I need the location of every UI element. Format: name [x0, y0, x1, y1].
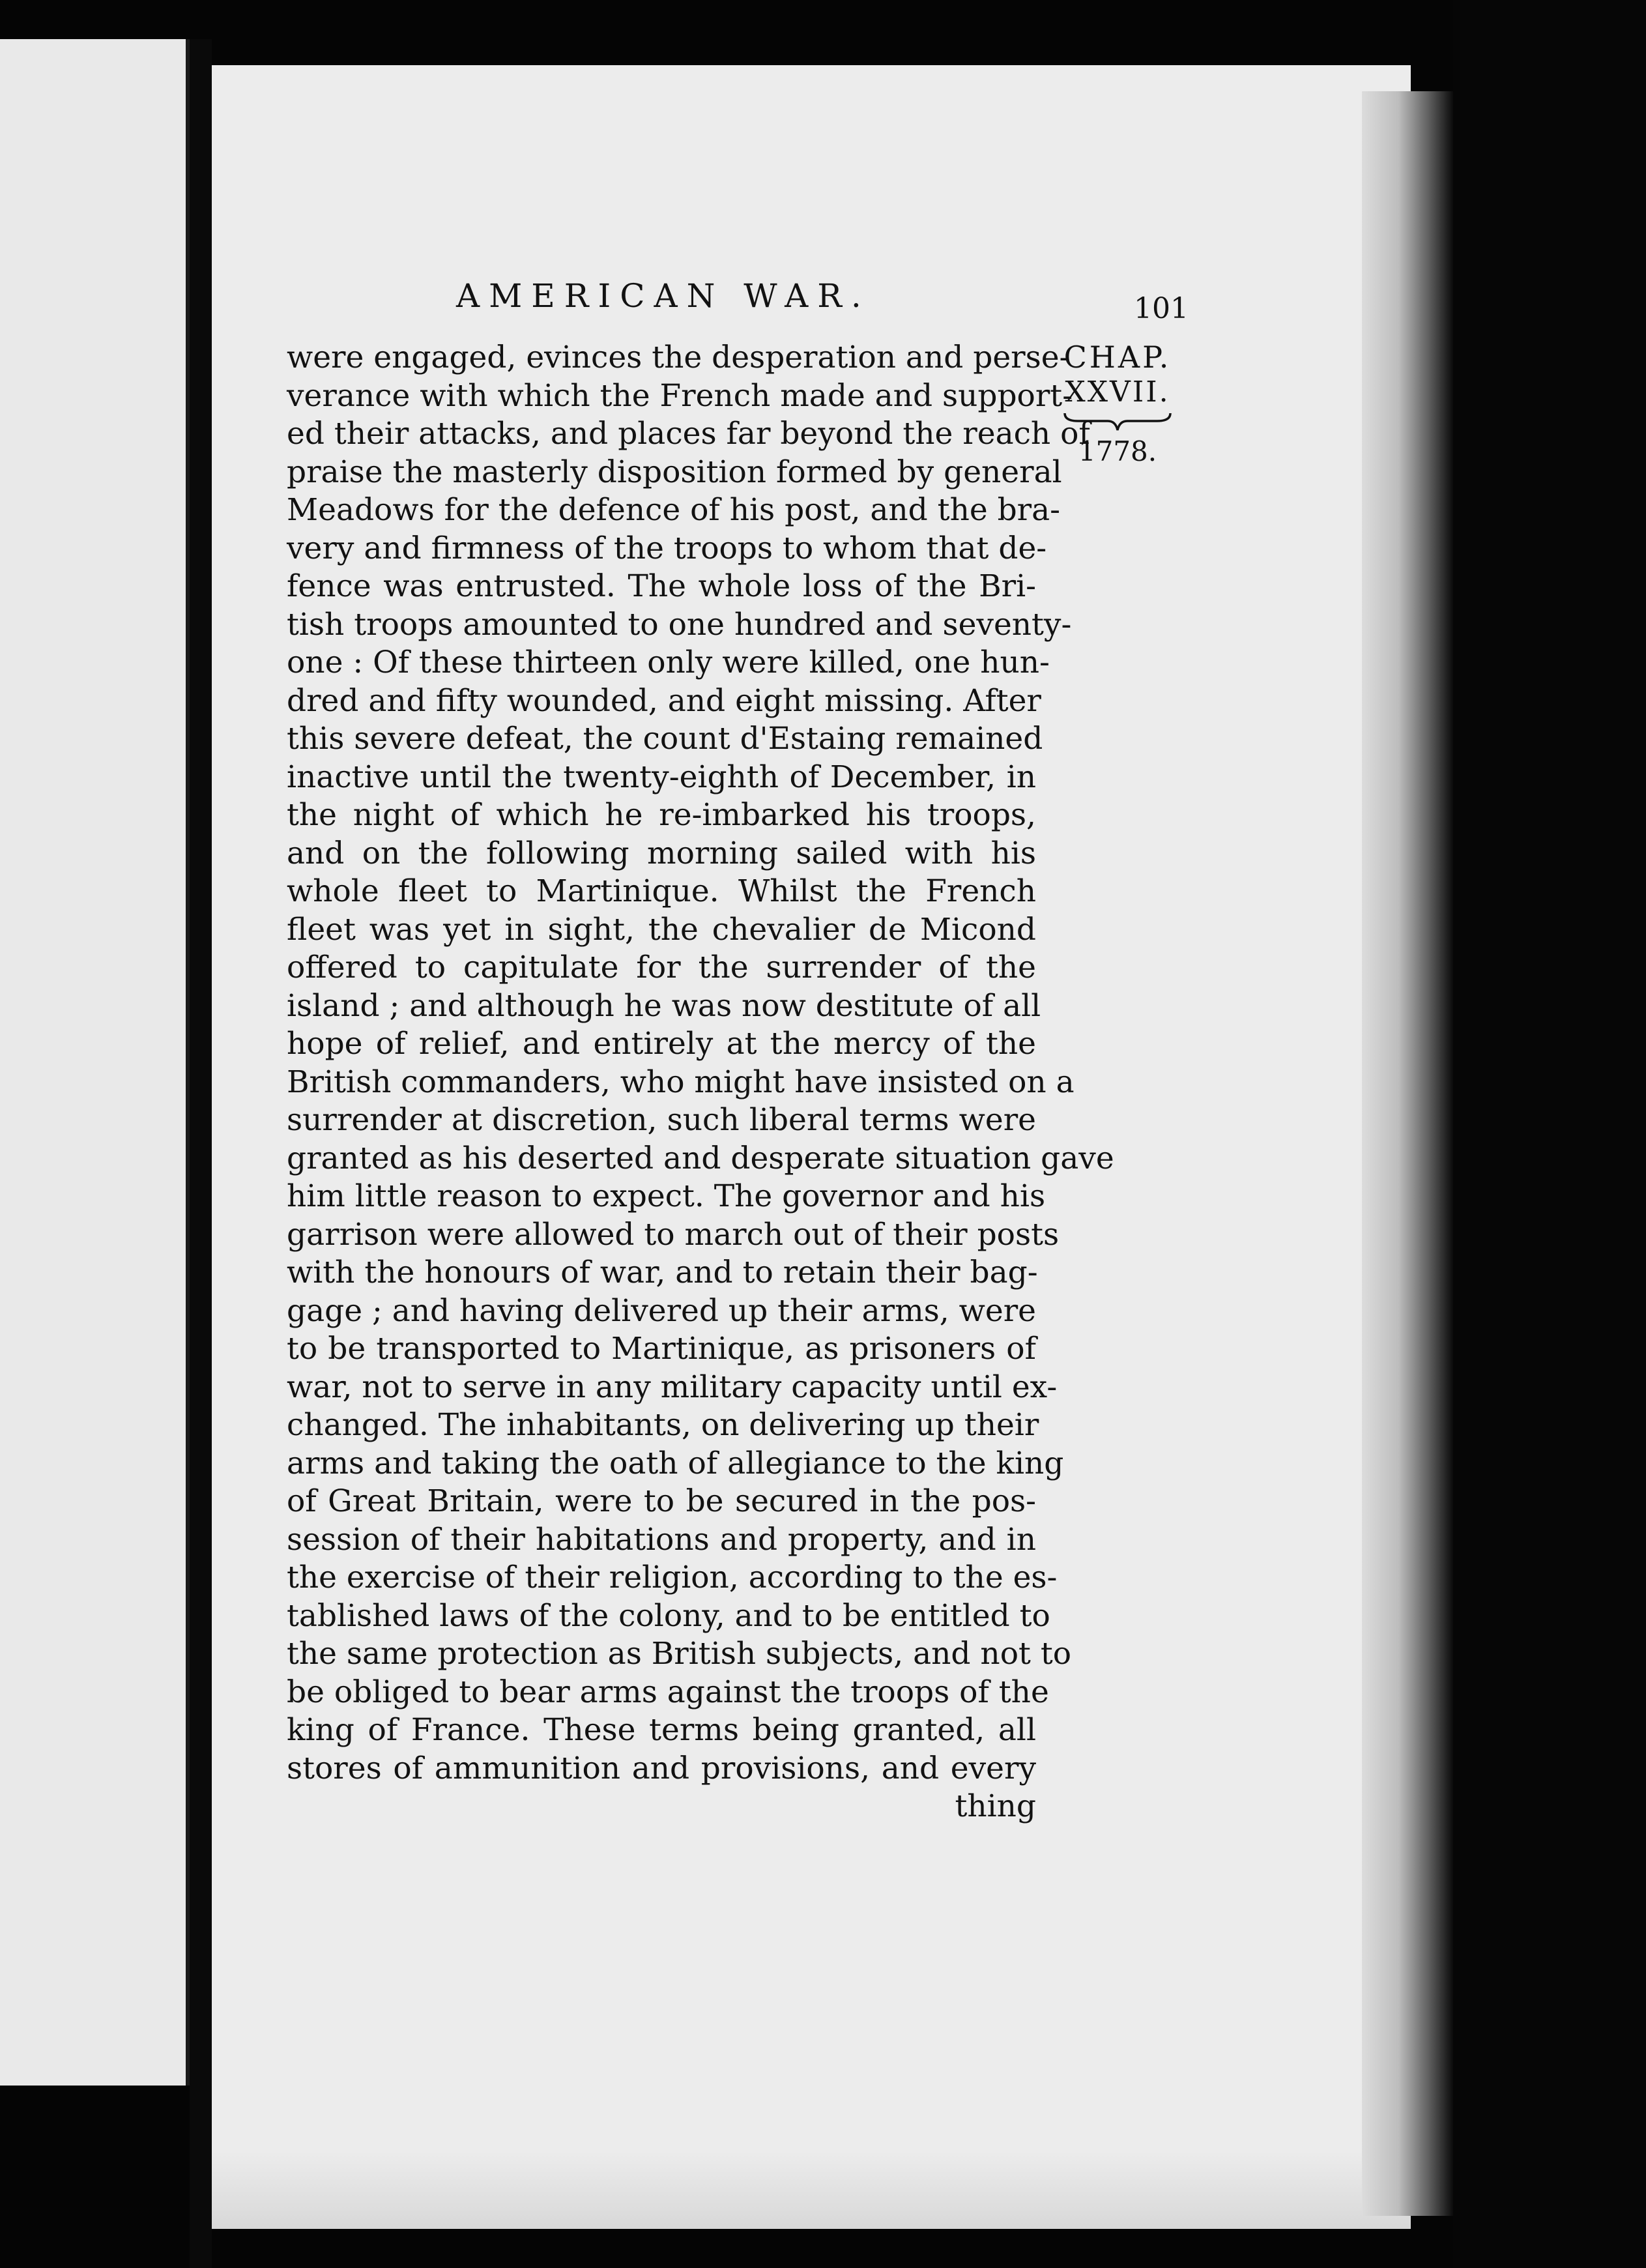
body-line: fleet was yet in sight, the chevalier de Micond: [287, 911, 1036, 948]
body-line: ed their attacks, and places far beyond the reach of: [287, 416, 1090, 452]
body-line: granted as his deserted and desperate situation gave: [287, 1140, 1114, 1176]
body-line: session of their habitations and property, and in: [287, 1521, 1036, 1558]
body-line: this severe defeat, the count d'Estaing remained: [287, 721, 1043, 757]
chapter-year: 1778.: [1078, 435, 1157, 467]
body-line: verance with which the French made and support-: [287, 377, 1073, 414]
body-line: stores of ammunition and provisions, and every: [287, 1750, 1036, 1786]
chapter-label: CHAP.: [1063, 340, 1172, 375]
body-line: hope of relief, and entirely at the mercy of the: [287, 1026, 1036, 1062]
scan-background: [1453, 0, 1646, 2268]
body-line: island ; and although he was now destitute of all: [287, 987, 1041, 1024]
body-line: the same protection as British subjects, and not to: [287, 1636, 1072, 1672]
body-line: tablished laws of the colony, and to be entitled to: [287, 1597, 1050, 1634]
body-line: gage ; and having delivered up their arms, were: [287, 1292, 1036, 1329]
body-line: praise the masterly disposition formed by general: [287, 454, 1062, 490]
body-line: the night of which he re-imbarked his troops,: [287, 797, 1036, 833]
body-line: dred and fifty wounded, and eight missing. After: [287, 682, 1041, 719]
body-line: were engaged, evinces the desperation and perse-: [287, 340, 1070, 375]
book-gutter: [190, 39, 212, 2268]
page-number: 101: [1134, 292, 1189, 325]
chapter-number: XXVII.: [1065, 375, 1170, 409]
body-line: changed. The inhabitants, on delivering up their: [287, 1407, 1039, 1443]
body-line: garrison were allowed to march out of their posts: [287, 1216, 1060, 1253]
body-line: be obliged to bear arms against the troops of the: [287, 1674, 1049, 1710]
body-line: war, not to serve in any military capacity until ex-: [287, 1369, 1058, 1405]
body-line: arms and taking the oath of allegiance to the king: [287, 1445, 1064, 1481]
body-line: to be transported to Martinique, as prisoners of: [287, 1331, 1036, 1367]
catchword: thing: [955, 1788, 1036, 1824]
body-line: tish troops amounted to one hundred and seventy-: [287, 606, 1072, 643]
body-line: fence was entrusted. The whole loss of the Bri-: [287, 568, 1036, 604]
margin-note: [1056, 339, 1179, 468]
body-line: inactive until the twenty-eighth of December, in: [287, 759, 1036, 795]
page-edge-shadow: [1362, 91, 1453, 2216]
body-line: king of France. These terms being granted, all: [287, 1712, 1036, 1748]
body-text: [287, 339, 1114, 1826]
body-line: and on the following morning sailed with his: [287, 835, 1036, 871]
body-line: with the honours of war, and to retain their bag-: [287, 1255, 1038, 1290]
running-head: AMERICAN WAR.: [456, 277, 871, 315]
brace-icon: [1062, 411, 1173, 433]
body-line: Meadows for the defence of his post, and the bra-: [287, 492, 1061, 528]
body-line: one : Of these thirteen only were killed, one hun-: [287, 645, 1050, 680]
body-line: offered to capitulate for the surrender of the: [287, 950, 1036, 985]
body-line: of Great Britain, were to be secured in the pos-: [287, 1483, 1036, 1519]
body-line: him little reason to expect. The governor and his: [287, 1178, 1046, 1214]
left-page: [0, 39, 190, 2086]
body-line: very and firmness of the troops to whom that de-: [287, 530, 1047, 566]
body-line: the exercise of their religion, according to the es-: [287, 1560, 1058, 1595]
body-line: surrender at discretion, such liberal terms were: [287, 1102, 1036, 1138]
body-line: whole fleet to Martinique. Whilst the French: [287, 873, 1036, 909]
body-line: British commanders, who might have insisted on a: [287, 1064, 1075, 1100]
